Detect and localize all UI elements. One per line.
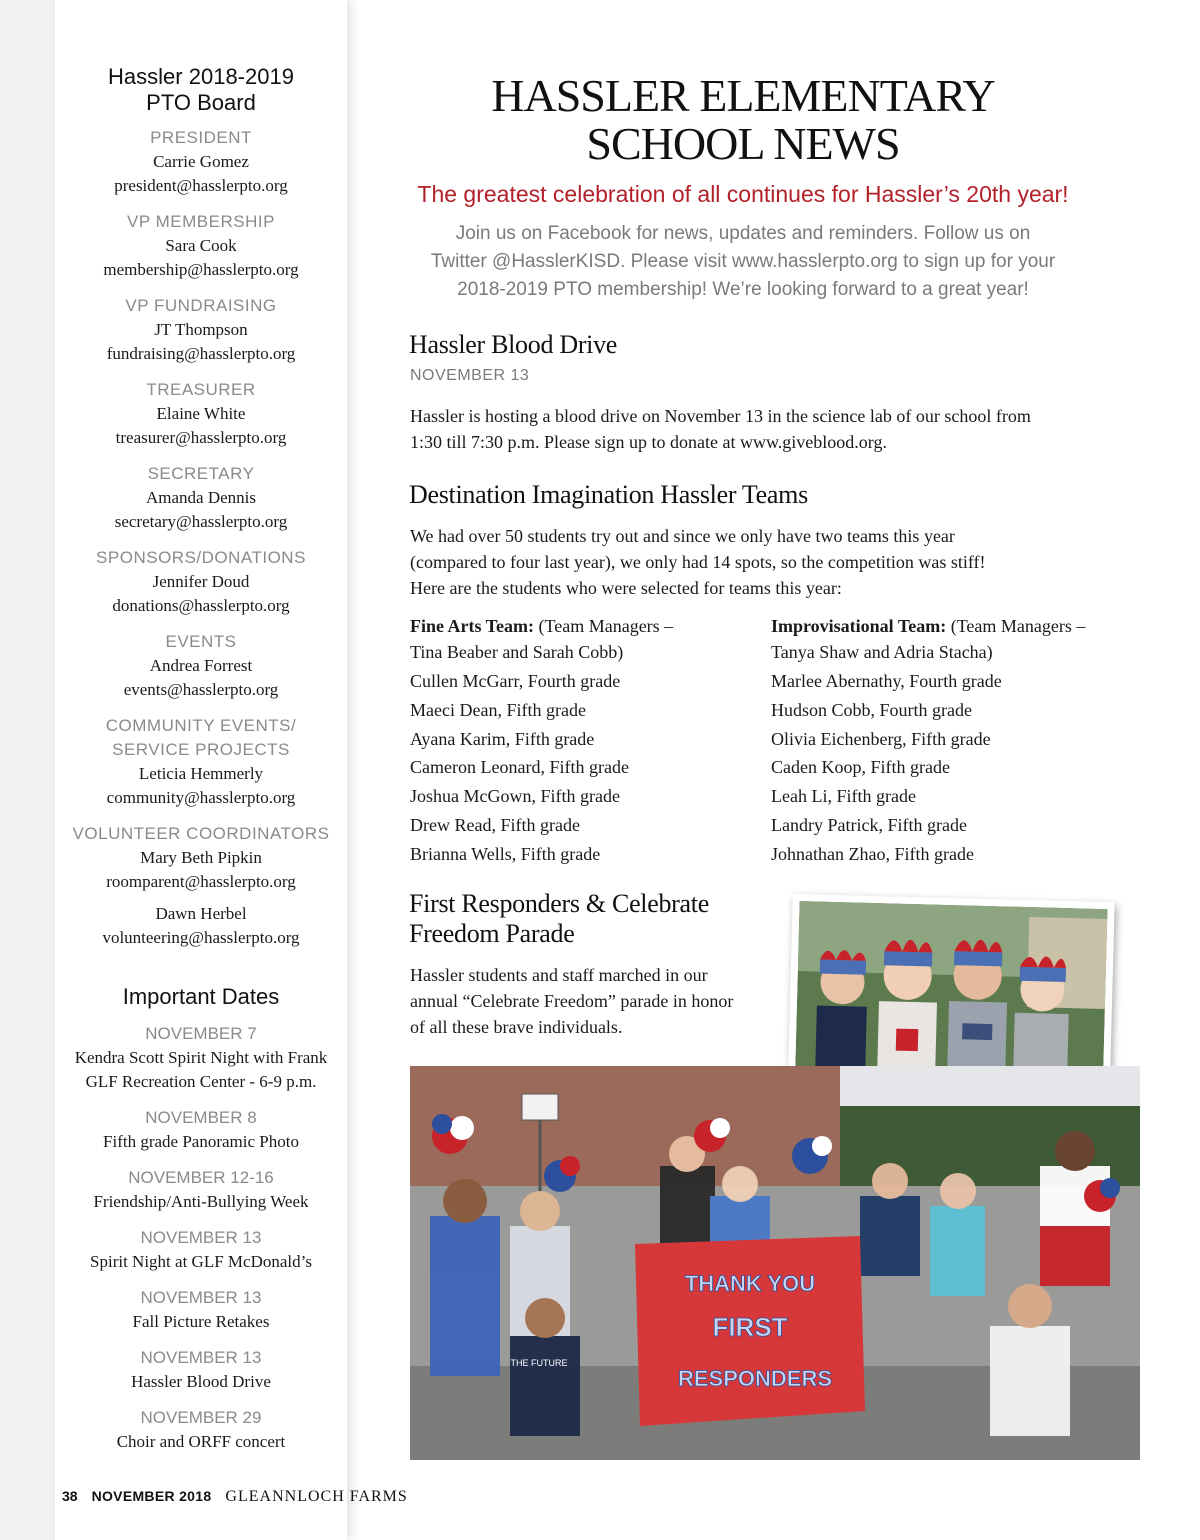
parade-body: Hassler students and staff marched in our annual “Celebrate Freedom” parade in honor of all these brave individuals. bbox=[410, 965, 734, 1037]
board-entry-vp-fundraising: VP FUNDRAISING JT Thompson fundraising@hasslerpto.org bbox=[55, 294, 347, 366]
list-item: Landry Patrick, Fifth grade bbox=[771, 814, 967, 835]
pto-board-title: Hassler 2018-2019 PTO Board bbox=[108, 64, 294, 115]
email-link[interactable]: secretary@hasslerpto.org bbox=[114, 512, 288, 531]
issue-month: NOVEMBER 2018 bbox=[91, 1488, 212, 1504]
date-entry: NOVEMBER 12-16 Friendship/Anti-Bullying Week bbox=[93, 1168, 309, 1211]
email-link[interactable]: president@hasslerpto.org bbox=[114, 176, 288, 195]
email-link[interactable]: treasurer@hasslerpto.org bbox=[115, 428, 287, 447]
blood-drive-body: Hassler is hosting a blood drive on November 13 in the science lab of our school from 1:30 till 7:30 p.m. Please sign up to donate at www.giveblood.org. bbox=[410, 406, 1031, 452]
group-banner-illustration bbox=[410, 1066, 1140, 1460]
list-item: Johnathan Zhao, Fifth grade bbox=[771, 843, 974, 864]
email-link[interactable]: events@hasslerpto.org bbox=[123, 680, 279, 699]
list-item: Hudson Cobb, Fourth grade bbox=[771, 699, 972, 720]
page-number: 38 bbox=[62, 1488, 78, 1504]
parade-photo-large bbox=[410, 1066, 1140, 1460]
board-entry-community: COMMUNITY EVENTS/ SERVICE PROJECTS Leticia Hemmerly community@hasslerpto.org bbox=[55, 714, 347, 810]
list-item: Joshua McGown, Fifth grade bbox=[410, 786, 620, 807]
list-item: Ayana Karim, Fifth grade bbox=[410, 728, 595, 749]
board-entry-secretary: SECRETARY Amanda Dennis secretary@hasslerpto.org bbox=[55, 462, 347, 534]
banner-line2: FIRST bbox=[712, 1312, 788, 1342]
board-entry-treasurer: TREASURER Elaine White treasurer@hasslerpto.org bbox=[55, 378, 347, 450]
important-dates-title: Important Dates bbox=[122, 984, 280, 1009]
date-entry: NOVEMBER 13 Spirit Night at GLF McDonald’s bbox=[90, 1228, 312, 1271]
page-footer bbox=[62, 1488, 408, 1506]
date-entry: NOVEMBER 13 Hassler Blood Drive bbox=[131, 1348, 271, 1391]
list-item: Olivia Eichenberg, Fifth grade bbox=[771, 728, 991, 749]
board-entry-volunteer-2: Dawn Herbel volunteering@hasslerpto.org bbox=[55, 902, 347, 950]
list-item: Marlee Abernathy, Fourth grade bbox=[771, 671, 1002, 691]
di-heading: Destination Imagination Hassler Teams bbox=[409, 480, 808, 509]
page-title: HASSLER ELEMENTARY SCHOOL NEWS bbox=[491, 70, 995, 169]
list-item: Drew Read, Fifth grade bbox=[410, 814, 580, 835]
list-item: Brianna Wells, Fifth grade bbox=[410, 843, 601, 864]
board-entry-events: EVENTS Andrea Forrest events@hasslerpto.org bbox=[55, 630, 347, 702]
date-entry: NOVEMBER 7 Kendra Scott Spirit Night with Frank GLF Recreation Center - 6-9 p.m. bbox=[74, 1024, 328, 1091]
subtitle: The greatest celebration of all continues for Hassler’s 20th year! bbox=[417, 181, 1069, 207]
date-entry: NOVEMBER 29 Choir and ORFF concert bbox=[116, 1408, 286, 1451]
fine-arts-team: Fine Arts Team: (Team Managers – Tina Beaber and Sarah Cobb) Cullen McGarr, Fourth grade Maeci Dean, Fifth grade Ayana Karim, Fifth grade Cameron Leonard, Fifth grade Joshua McGown, Fifth grade Drew Read, Fifth grade Brianna Wells, Fifth grade bbox=[410, 613, 770, 869]
list-item: Caden Koop, Fifth grade bbox=[771, 757, 950, 778]
email-link[interactable]: fundraising@hasslerpto.org bbox=[106, 344, 296, 363]
board-entry-vp-membership: VP MEMBERSHIP Sara Cook membership@hasslerpto.org bbox=[55, 210, 347, 282]
improv-team: Improvisational Team: (Team Managers – Tanya Shaw and Adria Stacha) Marlee Abernathy, Fourth grade Hudson Cobb, Fourth grade Olivia Eichenberg, Fifth grade Caden Koop, Fifth grade Leah Li, Fifth grade Landry Patrick, Fifth grade Johnathan Zhao, Fifth grade bbox=[771, 613, 1131, 869]
board-entry-volunteer: VOLUNTEER COORDINATORS Mary Beth Pipkin roomparent@hasslerpto.org bbox=[55, 822, 347, 894]
important-dates-list bbox=[55, 1022, 347, 1466]
intro-paragraph: Join us on Facebook for news, updates and reminders. Follow us on Twitter @HasslerKISD. Please visit www.hasslerpto.org to sign up for your 2018-2019 PTO membership! We’re looking forward to a great year! bbox=[430, 223, 1056, 300]
email-link[interactable]: membership@hasslerpto.org bbox=[103, 260, 299, 279]
list-item: Maeci Dean, Fifth grade bbox=[410, 699, 586, 720]
banner-line1: THANK YOU bbox=[684, 1271, 816, 1296]
blood-drive-heading: Hassler Blood Drive bbox=[409, 330, 618, 359]
banner-line3: RESPONDERS bbox=[677, 1366, 833, 1391]
email-link[interactable]: donations@hasslerpto.org bbox=[112, 596, 290, 615]
shirt-text: THE FUTURE bbox=[510, 1358, 568, 1368]
board-entry-president: PRESIDENT Carrie Gomez president@hasslerpto.org bbox=[55, 126, 347, 198]
list-item: Leah Li, Fifth grade bbox=[771, 786, 916, 807]
list-item: Cameron Leonard, Fifth grade bbox=[410, 757, 629, 778]
email-link[interactable]: volunteering@hasslerpto.org bbox=[102, 928, 300, 947]
board-entry-sponsors: SPONSORS/DONATIONS Jennifer Doud donations@hasslerpto.org bbox=[55, 546, 347, 618]
email-link[interactable]: community@hasslerpto.org bbox=[106, 788, 296, 807]
list-item: Cullen McGarr, Fourth grade bbox=[410, 671, 621, 691]
email-link[interactable]: roomparent@hasslerpto.org bbox=[106, 872, 296, 891]
date-entry: NOVEMBER 13 Fall Picture Retakes bbox=[132, 1288, 270, 1331]
blood-drive-date: NOVEMBER 13 bbox=[410, 367, 530, 384]
date-entry: NOVEMBER 8 Fifth grade Panoramic Photo bbox=[103, 1108, 299, 1151]
parade-heading: First Responders & Celebrate Freedom Parade bbox=[409, 889, 709, 948]
page-margin bbox=[0, 0, 55, 1540]
di-body: We had over 50 students try out and since we only have two teams this year (compared to four last year), we only had 14 spots, so the competition was stiff! Here are the students who were selected for teams this year: bbox=[410, 526, 986, 598]
pto-board-list bbox=[55, 126, 347, 962]
pto-sidebar bbox=[55, 0, 347, 1540]
magazine-name: GLEANNLOCH FARMS bbox=[225, 1488, 408, 1505]
